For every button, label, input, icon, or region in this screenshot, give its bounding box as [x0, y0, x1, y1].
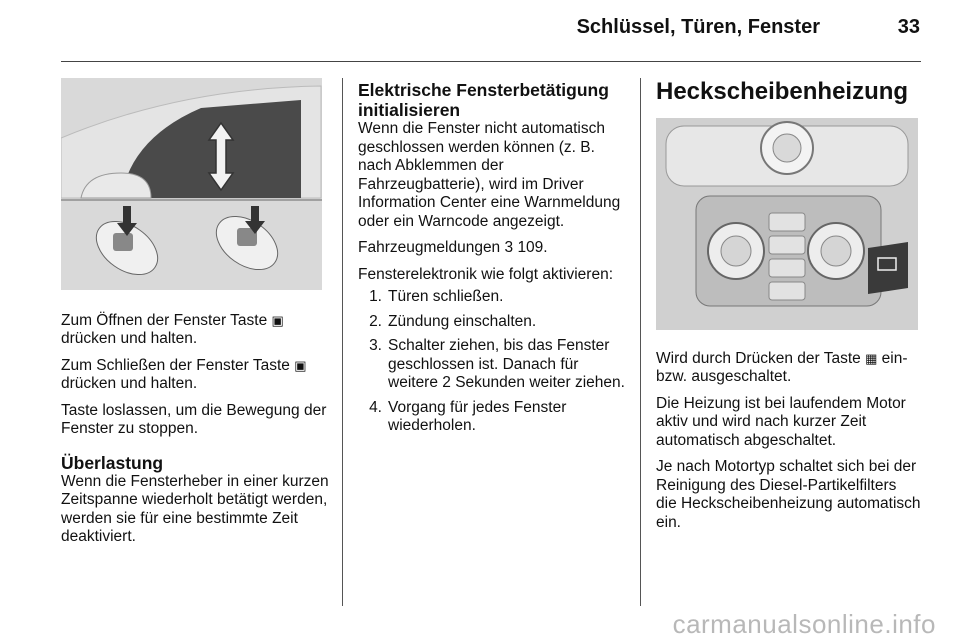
column-divider-2 — [640, 78, 641, 606]
messages-reference: Fahrzeugmeldungen — [358, 239, 501, 256]
activate-text: Fensterelektronik wie folgt aktivieren: — [358, 265, 614, 283]
rear-heater-heading: Heckscheibenheizung — [656, 78, 909, 105]
rear-window-heater-button — [868, 242, 908, 294]
watermark: carmanualsonline.info — [672, 609, 936, 639]
column-2 — [358, 80, 628, 442]
switch-text: Wird durch Drücken der Taste — [656, 349, 861, 367]
window-switch-down-icon: ▣ — [294, 357, 307, 373]
list-item: 2. Zündung einschalten. — [369, 312, 537, 330]
window-switch-up-icon: ▣ — [271, 312, 284, 328]
page-reference-arrow-icon: 3 — [504, 239, 514, 256]
switch-text-2: ein- bzw. ausgeschaltet. — [656, 349, 908, 385]
open-window-text-2: drücken und halten. — [61, 330, 198, 347]
climate-panel-illustration — [656, 118, 918, 330]
page-header-title: Schlüssel, Türen, Fenster — [576, 16, 820, 38]
rear-window-heater-icon: ▦ — [865, 350, 878, 366]
column-3 — [656, 76, 921, 540]
steps-list — [358, 288, 628, 436]
release-text: Taste loslassen, um die Bewegung der Fenster zu stoppen. — [61, 401, 327, 437]
overload-text: Wenn die Fensterheber in einer kurzen Zeitspanne wiederholt betätigt werden, werden sie für eine bestimmte Zeit deaktiviert. — [61, 472, 329, 545]
window-switch-illustration — [61, 78, 322, 290]
list-item: 1. Türen schließen. — [369, 288, 504, 305]
list-item: 4. Vorgang für jedes Fenster wiederholen. — [369, 398, 567, 434]
close-window-text-2: drücken und halten. — [61, 375, 198, 392]
close-window-text: Zum Schließen der Fenster Taste — [61, 356, 290, 374]
open-window-text: Zum Öffnen der Fenster Taste — [61, 311, 268, 329]
page-number: 33 — [897, 16, 920, 38]
init-heading: Elektrische Fensterbetätigung initialisieren — [358, 80, 609, 120]
diesel-text: Je nach Motortyp schaltet sich bei der Reinigung des Diesel-Partikelfilters die Heckscheibenheizung automatisch ein. — [656, 458, 921, 531]
messages-page: 109. — [517, 239, 548, 256]
init-intro: Wenn die Fenster nicht automatisch geschlossen werden können (z. B. nach Abklemmen der Fahrzeugbatterie), wird im Driver Information Center eine Warnmeldung oder ein Warncode angezeigt. — [358, 120, 621, 230]
overload-heading: Überlastung — [61, 452, 164, 473]
column-divider-1 — [342, 78, 343, 606]
active-text: Die Heizung ist bei laufendem Motor aktiv und wird nach kurzer Zeit automatisch abgeschaltet. — [656, 394, 906, 449]
list-item: 3. Schalter ziehen, bis das Fenster geschlossen ist. Danach für weitere 2 Sekunden weiter ziehen. — [369, 337, 625, 391]
header-rule — [61, 61, 921, 62]
column-1 — [61, 78, 331, 555]
